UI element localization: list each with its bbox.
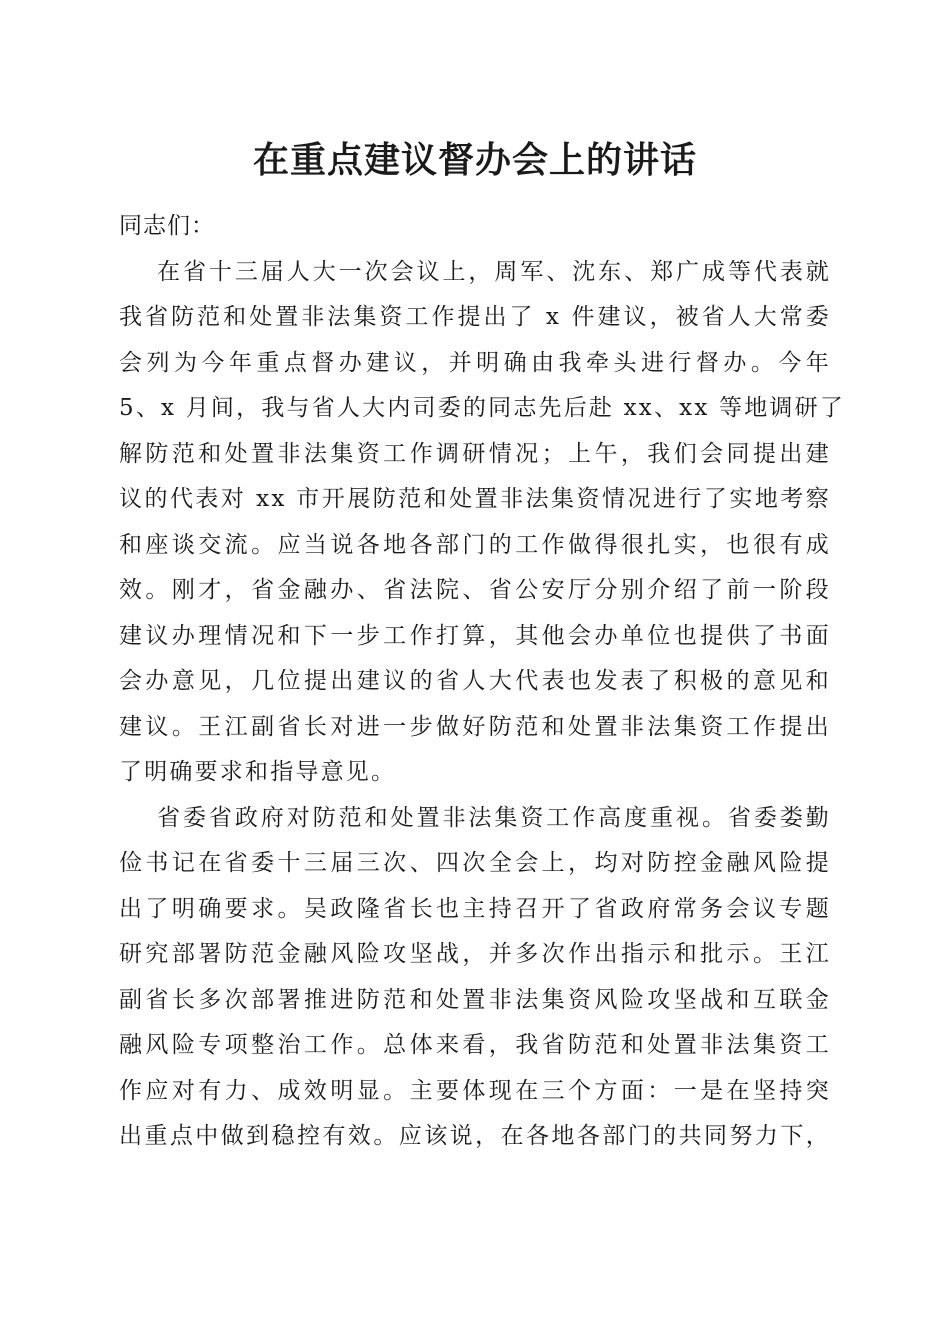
paragraph-line: 副省长多次部署推进防范和处置非法集资风险攻坚战和互联金 [119, 986, 831, 1013]
paragraph-line: 出重点中做到稳控有效。应该说，在各地各部门的共同努力下， [119, 1123, 831, 1149]
paragraph-line: 研究部署防范金融风险攻坚战，并多次作出指示和批示。王江 [119, 941, 831, 967]
paragraph-line: 会办意见，几位提出建议的省人大代表也发表了积极的意见和 [119, 668, 831, 694]
paragraph-line: 作应对有力、成效明显。主要体现在三个方面：一是在坚持突 [119, 1077, 831, 1104]
paragraph-line: 在省十三届人大一次会议上，周军、沈东、郑广成等代表就 [157, 258, 831, 285]
paragraph-line: 建议办理情况和下一步工作打算，其他会办单位也提供了书面 [119, 622, 831, 649]
paragraph-line: 效。刚才，省金融办、省法院、省公安厅分别介绍了前一阶段 [119, 577, 831, 603]
paragraph-line: 议的代表对 xx 市开展防范和处置非法集资情况进行了实地考察 [119, 486, 831, 512]
paragraph-line: 省委省政府对防范和处置非法集资工作高度重视。省委娄勤 [157, 804, 831, 831]
paragraph-2 [119, 796, 831, 1160]
paragraph-line: 融风险专项整治工作。总体来看，我省防范和处置非法集资工 [119, 1032, 831, 1058]
salutation: 同志们： [119, 213, 215, 239]
document-body [119, 204, 846, 1160]
paragraph-line: 出了明确要求。吴政隆省长也主持召开了省政府常务会议专题 [119, 895, 831, 922]
paragraph-line: 我省防范和处置非法集资工作提出了 x 件建议，被省人大常委 [119, 304, 831, 330]
paragraph-line: 解防范和处置非法集资工作调研情况；上午，我们会同提出建 [119, 440, 831, 467]
paragraph-1 [119, 250, 846, 796]
paragraph-line: 会列为今年重点督办建议，并明确由我牵头进行督办。今年 [119, 349, 831, 376]
document-title: 在重点建议督办会上的讲话 [252, 139, 697, 181]
paragraph-line: 了明确要求和指导意见。 [119, 759, 397, 785]
paragraph-line: 5、x 月间，我与省人大内司委的同志先后赴 xx、xx 等地调研了 [119, 395, 846, 421]
paragraph-line: 和座谈交流。应当说各地各部门的工作做得很扎实，也很有成 [119, 531, 831, 558]
paragraph-line: 建议。王江副省长对进一步做好防范和处置非法集资工作提出 [119, 713, 831, 740]
paragraph-line: 俭书记在省委十三届三次、四次全会上，均对防控金融风险提 [119, 850, 831, 876]
